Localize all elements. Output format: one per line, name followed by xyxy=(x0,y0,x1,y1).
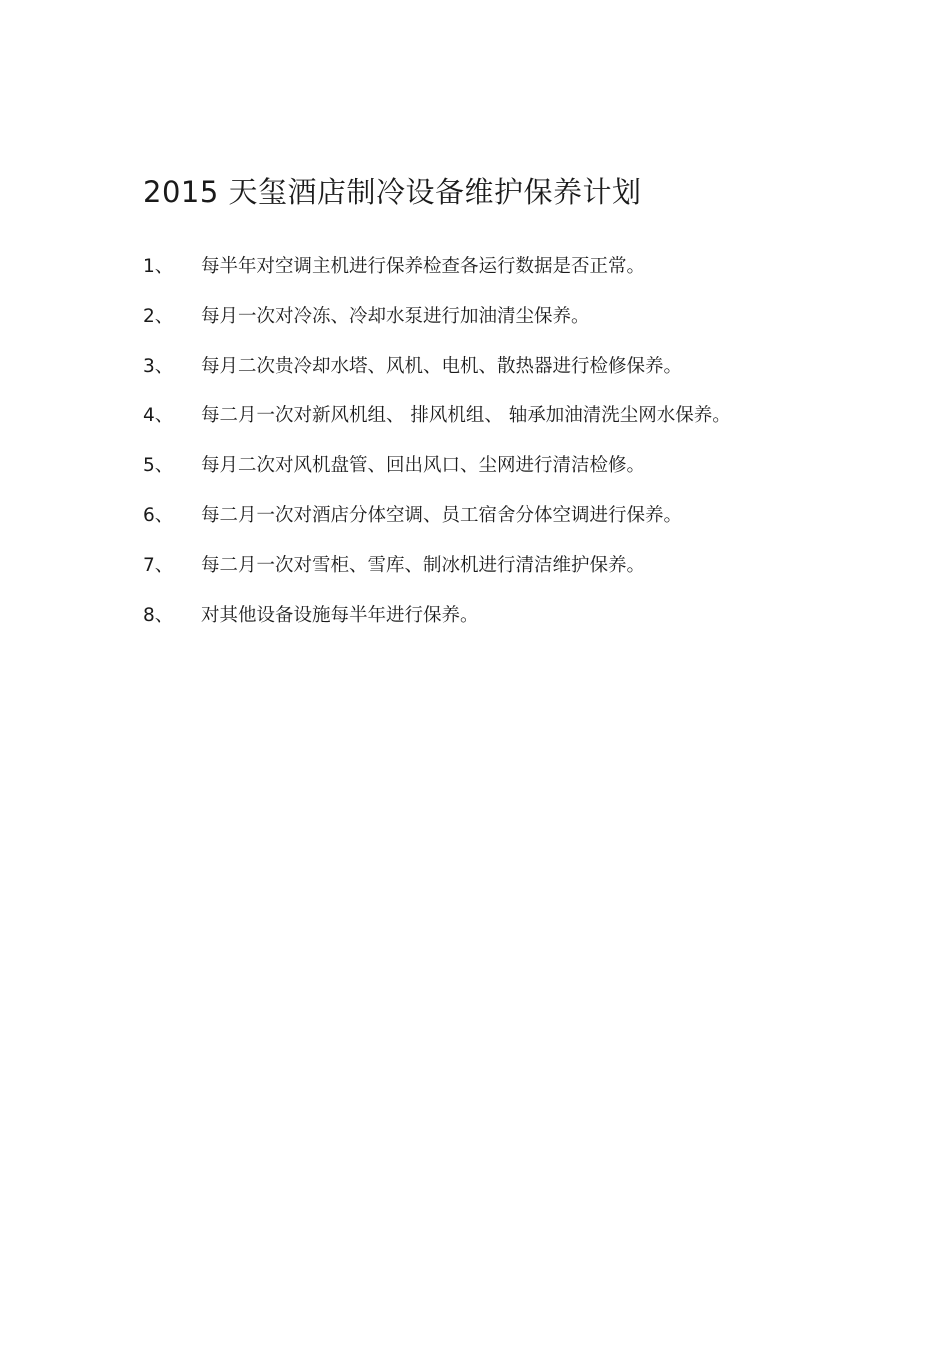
item-number: 8、 xyxy=(143,604,174,626)
item-number: 2、 xyxy=(143,305,174,327)
list-item xyxy=(143,451,843,501)
item-number: 1、 xyxy=(143,256,174,277)
item-number: 7、 xyxy=(143,554,174,576)
list-item xyxy=(143,352,843,402)
document-title: 2015 天玺酒店制冷设备维护保养计划 xyxy=(143,175,642,209)
list-item xyxy=(143,601,843,651)
item-text: 每月一次对冷冻、冷却水泵进行加油清尘保养。 xyxy=(201,305,590,327)
item-text: 对其他设备设施每半年进行保养。 xyxy=(201,604,479,626)
item-text: 每二月一次对新风机组、 排风机组、 轴承加油清洗尘网水保养。 xyxy=(201,405,731,427)
list-item xyxy=(143,501,843,551)
list-item xyxy=(143,302,843,352)
item-text: 每月二次贵冷却水塔、风机、电机、散热器进行检修保养。 xyxy=(201,355,683,377)
list-item xyxy=(143,551,843,601)
list-item xyxy=(143,401,843,451)
list-item xyxy=(143,252,843,302)
item-text: 每二月一次对雪柜、雪库、制冰机进行清洁维护保养。 xyxy=(201,554,646,576)
item-number: 3、 xyxy=(143,355,174,377)
maintenance-item-list xyxy=(143,252,843,650)
item-text: 每半年对空调主机进行保养检查各运行数据是否正常。 xyxy=(201,256,646,277)
item-number: 4、 xyxy=(143,405,174,427)
item-text: 每月二次对风机盘管、回出风口、尘网进行清洁检修。 xyxy=(201,455,646,477)
item-number: 6、 xyxy=(143,504,174,526)
item-text: 每二月一次对酒店分体空调、员工宿舍分体空调进行保养。 xyxy=(201,504,683,526)
item-number: 5、 xyxy=(143,455,174,477)
